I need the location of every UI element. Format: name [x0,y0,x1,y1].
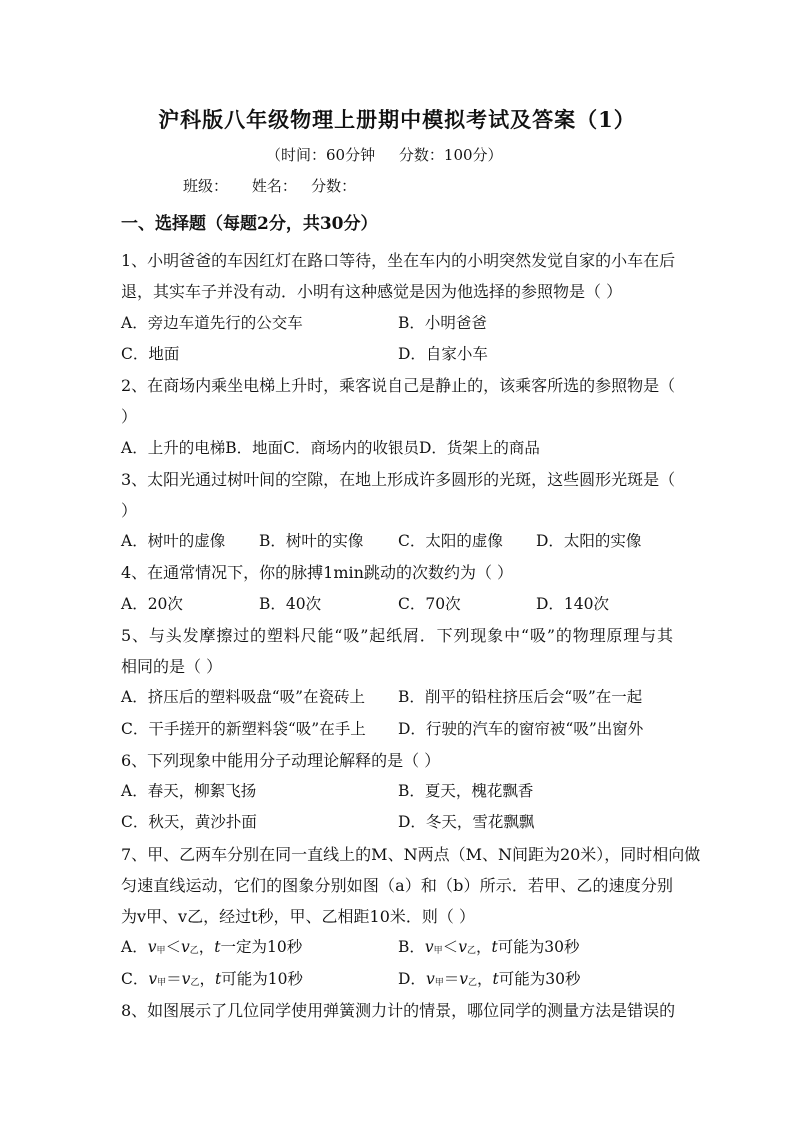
question-5-line-2: 相同的是（ ） [121,657,223,676]
page-title: 沪科版八年级物理上册期中模拟考试及答案（1） [158,107,636,132]
exam-meta: （时间：60分钟 分数：100分） [266,146,503,164]
q6-option-b: B．夏天，槐花飘香 [398,782,534,800]
q7-option-c: C．$v_甲=v_乙$，t可能为10秒 [121,970,303,988]
question-7-line-1: 7、甲、乙两车分别在同一直线上的M、N两点（M、N间距为20米），同时相向做 [121,845,701,864]
q7-option-a: A．$v_甲<v_乙$，t一定为10秒 [121,938,303,956]
student-info: 班级： 姓名： 分数： [183,177,357,195]
question-1-line-1: 1、小明爸爸的车因红灯在路口等待，坐在车内的小明突然发觉自家的小车在后 [121,251,676,270]
question-2-line-2: ） [121,407,138,426]
q2-options: A．上升的电梯B．地面C．商场内的收银员D．货架上的商品 [121,439,540,457]
q6-option-a: A．春天，柳絮飞扬 [121,782,257,800]
question-2-line-1: 2、在商场内乘坐电梯上升时，乘客说自己是静止的，该乘客所选的参照物是（ [121,376,676,395]
q4-option-b: B．40次 [259,595,322,613]
question-7-line-2: 匀速直线运动，它们的图象分别如图（a）和（b）所示．若甲、乙的速度分别 [121,876,673,895]
q4-option-a: A．20次 [121,595,183,613]
q4-option-c: C．70次 [398,595,461,613]
q1-option-a: A．旁边车道先行的公交车 [121,314,303,332]
q5-option-b: B．削平的铅柱挤压后会“吸”在一起 [398,688,643,706]
question-3-line-1: 3、太阳光通过树叶间的空隙，在地上形成许多圆形的光斑，这些圆形光斑是（ [121,470,676,489]
question-5-line-1: 5、与头发摩擦过的塑料尺能“吸”起纸屑．下列现象中“吸”的物理原理与其 [121,626,673,645]
q7-option-b: B．$v_甲<v_乙$，t可能为30秒 [398,938,580,956]
q1-option-c: C．地面 [121,345,180,363]
q3-option-a: A．树叶的虚像 [121,532,226,550]
question-6-line-1: 6、下列现象中能用分子动理论解释的是（ ） [121,751,441,770]
q5-option-a: A．挤压后的塑料吸盘“吸”在瓷砖上 [121,688,366,706]
q3-option-c: C．太阳的虚像 [398,532,503,550]
question-7-line-3: 为v甲、v乙，经过t秒，甲、乙相距10米．则（ ） [121,907,475,926]
q4-option-d: D．140次 [536,595,610,613]
q3-option-b: B．树叶的实像 [259,532,364,550]
q5-option-c: C．干手搓开的新塑料袋“吸”在手上 [121,720,366,738]
question-4-line-1: 4、在通常情况下，你的脉搏1min跳动的次数约为（ ） [121,563,514,582]
q6-option-d: D．冬天，雪花飘飘 [398,813,535,831]
section-heading: 一、选择题（每题2分，共30分） [121,214,378,234]
q1-option-b: B．小明爸爸 [398,314,487,332]
q3-option-d: D．太阳的实像 [536,532,642,550]
question-8-line-1: 8、如图展示了几位同学使用弹簧测力计的情景，哪位同学的测量方法是错误的 [121,1001,676,1020]
question-3-line-2: ） [121,501,138,520]
q5-option-d: D．行驶的汽车的窗帘被“吸”出窗外 [398,720,644,738]
q1-option-d: D．自家小车 [398,345,488,363]
question-1-line-2: 退，其实车子并没有动．小明有这种感觉是因为他选择的参照物是（ ） [121,282,623,301]
q6-option-c: C．秋天，黄沙扑面 [121,813,257,831]
q7-option-d: D．$v_甲=v_乙$，t可能为30秒 [398,970,581,988]
